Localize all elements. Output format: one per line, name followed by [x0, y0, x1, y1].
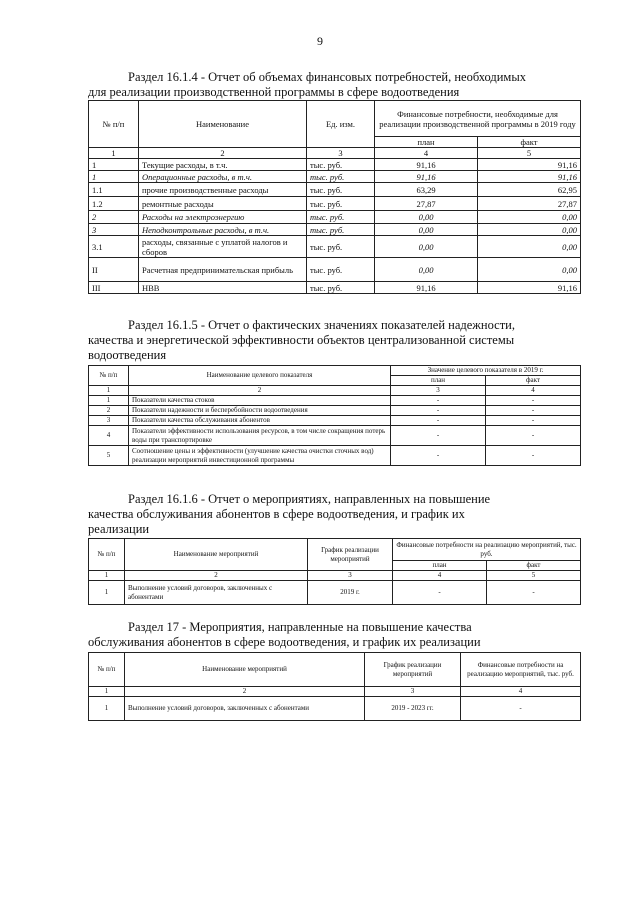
row-num: III [89, 282, 139, 294]
row-fact: - [486, 406, 581, 416]
index-cell: 1 [89, 687, 125, 697]
row-num: 2 [89, 406, 129, 416]
index-cell: 5 [478, 148, 581, 159]
index-cell: 3 [308, 571, 393, 581]
row-plan: - [393, 581, 487, 605]
header-financial-needs: Финансовые потребности на реализацию мероприятий, тыс. руб. [461, 653, 581, 687]
header-fact: факт [487, 561, 581, 571]
row-plan: 91,16 [375, 159, 478, 171]
index-cell: 2 [125, 571, 308, 581]
section-16-1-5-title-line3: водоотведения [88, 348, 167, 362]
header-num: № п/п [89, 101, 139, 148]
table-row [89, 197, 581, 211]
row-plan: 0,00 [375, 211, 478, 224]
index-cell: 4 [486, 386, 581, 396]
table-row [89, 183, 581, 197]
row-fact: - [486, 446, 581, 466]
table-row [89, 224, 581, 236]
index-row [89, 386, 581, 396]
row-fact: 0,00 [478, 211, 581, 224]
row-plan: 91,16 [375, 282, 478, 294]
row-name: НВВ [139, 282, 307, 294]
header-plan: план [391, 376, 486, 386]
row-plan: 63,29 [375, 183, 478, 197]
table-row [89, 171, 581, 183]
row-num: 1 [89, 697, 125, 721]
row-num: 1 [89, 581, 125, 605]
table-row [89, 396, 581, 406]
row-fact: 91,16 [478, 282, 581, 294]
index-row [89, 148, 581, 159]
row-fact: - [486, 416, 581, 426]
index-cell: 3 [307, 148, 375, 159]
measures-report-table [88, 538, 581, 605]
row-name: Выполнение условий договоров, заключенных с абонентами [125, 581, 308, 605]
row-name: ремонтные расходы [139, 197, 307, 211]
header-plan: план [375, 137, 478, 148]
row-num: II [89, 258, 139, 282]
header-financial-needs: Финансовые потребности, необходимые для реализации производственной программы в 2019 году [375, 101, 581, 137]
table-row [89, 446, 581, 466]
row-plan: - [391, 426, 486, 446]
header-num: № п/п [89, 653, 125, 687]
row-plan: - [391, 416, 486, 426]
row-num: 3 [89, 416, 129, 426]
row-plan: - [391, 396, 486, 406]
table-row [89, 282, 581, 294]
row-name: Выполнение условий договоров, заключенных с абонентами [125, 697, 365, 721]
row-fact: - [487, 581, 581, 605]
header-num: № п/п [89, 366, 129, 386]
section-16-1-6-title [88, 492, 580, 537]
row-plan: 0,00 [375, 224, 478, 236]
row-num: 1 [89, 396, 129, 406]
section-16-1-6-title-line1: Раздел 16.1.6 - Отчет о мероприятиях, направленных на повышение [128, 492, 491, 506]
row-unit: тыс. руб. [307, 159, 375, 171]
row-num: 2 [89, 211, 139, 224]
row-unit: тыс. руб. [307, 282, 375, 294]
row-name: Операционные расходы, в т.ч. [139, 171, 307, 183]
row-fact: 0,00 [478, 224, 581, 236]
index-cell: 4 [375, 148, 478, 159]
header-name: Наименование мероприятий [125, 653, 365, 687]
section-16-1-5-title-line2: качества и энергетической эффективности объектов централизованной системы [88, 333, 515, 347]
section-17-title-line2: обслуживания абонентов в сфере водоотведения, и график их реализации [88, 635, 481, 649]
table-row [89, 416, 581, 426]
row-fact: 0,00 [478, 236, 581, 258]
row-plan: - [391, 446, 486, 466]
index-row [89, 571, 581, 581]
section-16-1-6-title-line2: качества обслуживания абонентов в сфере водоотведения, и график их [88, 507, 465, 521]
index-cell: 2 [139, 148, 307, 159]
header-name: Наименование мероприятий [125, 539, 308, 571]
row-plan: 0,00 [375, 258, 478, 282]
row-num: 3 [89, 224, 139, 236]
index-cell: 3 [365, 687, 461, 697]
page-number: 9 [317, 34, 323, 48]
row-name: Расчетная предпринимательская прибыль [139, 258, 307, 282]
index-cell: 4 [461, 687, 581, 697]
header-schedule: График реализации мероприятий [308, 539, 393, 571]
table-row [89, 406, 581, 416]
header-financial-needs: Финансовые потребности на реализацию мероприятий, тыс. руб. [393, 539, 581, 561]
row-plan: - [391, 406, 486, 416]
section-16-1-4-title-line2: для реализации производственной программы в сфере водоотведения [88, 85, 460, 99]
row-plan: 91,16 [375, 171, 478, 183]
header-name: Наименование [139, 101, 307, 148]
row-name: Показатели качества стоков [129, 396, 391, 406]
table-row [89, 159, 581, 171]
section-17-title-line1: Раздел 17 - Мероприятия, направленные на повышение качества [128, 620, 472, 634]
index-cell: 1 [89, 571, 125, 581]
row-fact: 62,95 [478, 183, 581, 197]
row-fact: - [486, 396, 581, 406]
row-name: прочие производственные расходы [139, 183, 307, 197]
header-schedule: График реализации мероприятий [365, 653, 461, 687]
index-cell: 1 [89, 148, 139, 159]
row-name: Показатели надежности и бесперебойности водоотведения [129, 406, 391, 416]
table-row [89, 236, 581, 258]
row-num: 1 [89, 159, 139, 171]
index-cell: 3 [391, 386, 486, 396]
row-num: 1.1 [89, 183, 139, 197]
section-16-1-6-title-line3: реализации [88, 522, 150, 536]
header-name: Наименование целевого показателя [129, 366, 391, 386]
row-unit: тыс. руб. [307, 236, 375, 258]
table-row [89, 426, 581, 446]
table-row [89, 581, 581, 605]
row-name: Соотношение цены и эффективности (улучшение качества очистки сточных вод) реализации мероприятий инвестиционной программы [129, 446, 391, 466]
header-num: № п/п [89, 539, 125, 571]
row-name: Неподконтрольные расходы, в т.ч. [139, 224, 307, 236]
row-num: 1 [89, 171, 139, 183]
index-cell: 2 [129, 386, 391, 396]
row-num: 1.2 [89, 197, 139, 211]
row-plan: 0,00 [375, 236, 478, 258]
row-name: расходы, связанные с уплатой налогов и сборов [139, 236, 307, 258]
row-name: Показатели эффективности использования ресурсов, в том числе сокращения потерь воды при транспортировке [129, 426, 391, 446]
section-16-1-5-title [88, 318, 580, 363]
row-unit: тыс. руб. [307, 197, 375, 211]
row-name: Расходы на электроэнергию [139, 211, 307, 224]
index-cell: 2 [125, 687, 365, 697]
table-row [89, 258, 581, 282]
financial-needs-table [88, 100, 581, 294]
row-unit: тыс. руб. [307, 258, 375, 282]
index-row [89, 687, 581, 697]
index-cell: 1 [89, 386, 129, 396]
row-unit: тыс. руб. [307, 224, 375, 236]
header-fact: факт [486, 376, 581, 386]
row-fact: - [486, 426, 581, 446]
row-schedule: 2019 г. [308, 581, 393, 605]
row-schedule: 2019 - 2023 гг. [365, 697, 461, 721]
table-row [89, 697, 581, 721]
row-fact: 91,16 [478, 159, 581, 171]
row-fact: 91,16 [478, 171, 581, 183]
indicators-table [88, 365, 581, 466]
section-16-1-4-title-line1: Раздел 16.1.4 - Отчет об объемах финансовых потребностей, необходимых [128, 70, 526, 84]
row-unit: тыс. руб. [307, 211, 375, 224]
row-name: Показатели качества обслуживания абонентов [129, 416, 391, 426]
row-fin: - [461, 697, 581, 721]
section-16-1-5-title-line1: Раздел 16.1.5 - Отчет о фактических значениях показателей надежности, [128, 318, 515, 332]
table-row [89, 211, 581, 224]
row-unit: тыс. руб. [307, 171, 375, 183]
index-cell: 5 [487, 571, 581, 581]
row-plan: 27,87 [375, 197, 478, 211]
row-name: Текущие расходы, в т.ч. [139, 159, 307, 171]
row-fact: 27,87 [478, 197, 581, 211]
header-fact: факт [478, 137, 581, 148]
section-17-title [88, 620, 580, 650]
row-unit: тыс. руб. [307, 183, 375, 197]
header-plan: план [393, 561, 487, 571]
row-num: 3.1 [89, 236, 139, 258]
index-cell: 4 [393, 571, 487, 581]
row-num: 4 [89, 426, 129, 446]
section-16-1-4-title [88, 70, 580, 100]
header-value: Значение целевого показателя в 2019 г. [391, 366, 581, 376]
row-num: 5 [89, 446, 129, 466]
header-unit: Ед. изм. [307, 101, 375, 148]
row-fact: 0,00 [478, 258, 581, 282]
measures-table [88, 652, 581, 721]
